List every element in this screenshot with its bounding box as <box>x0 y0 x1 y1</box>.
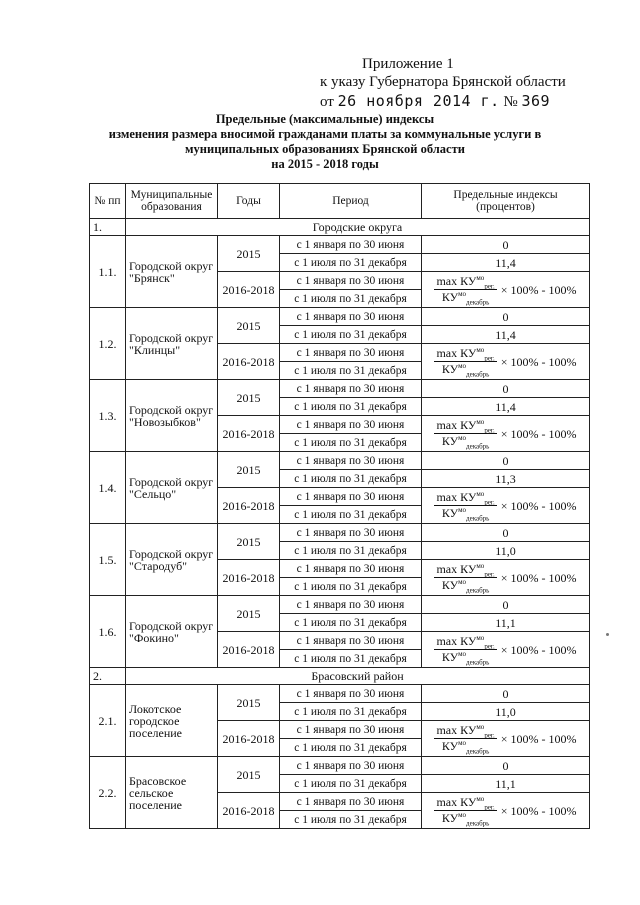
formula-tail: × 100% - 100% <box>500 803 577 818</box>
formula-den-sup: мо <box>458 290 467 298</box>
formula-den-sup: мо <box>458 362 467 370</box>
index-value: 0 <box>422 685 590 703</box>
formula-fraction <box>434 346 496 379</box>
index-formula <box>425 795 586 828</box>
period-cell: с 1 января по 30 июня <box>280 685 422 703</box>
municipality-name: Брасовское сельское поселение <box>126 757 218 829</box>
table-row <box>90 596 590 614</box>
formula-sup: мо <box>476 723 485 731</box>
formula-sub: рег. <box>484 731 495 740</box>
formula-den-sub: декабрь <box>466 586 490 595</box>
formula-den: КУ <box>441 290 459 304</box>
title-line: изменения размера вносимой гражданами платы за коммунальные услуги в <box>108 127 542 141</box>
index-value: 11,1 <box>422 775 590 793</box>
formula-fraction <box>434 634 496 667</box>
row-number: 1.5. <box>90 524 126 596</box>
period-cell: с 1 июля по 31 декабря <box>280 614 422 632</box>
formula-denominator <box>441 290 490 307</box>
year-range: 2016-2018 <box>218 488 280 524</box>
table-row <box>90 380 590 398</box>
formula-denominator <box>441 506 490 523</box>
period-cell: с 1 января по 30 июня <box>280 380 422 398</box>
formula-den-sup: мо <box>458 506 467 514</box>
formula-den-sub: декабрь <box>466 658 490 667</box>
section-title: Городские округа <box>126 219 590 236</box>
formula-den-sup: мо <box>458 739 467 747</box>
index-formula <box>425 723 586 756</box>
index-value: 11,4 <box>422 398 590 416</box>
formula-fraction <box>434 418 496 451</box>
formula-fraction <box>434 274 496 307</box>
index-value: 11,0 <box>422 703 590 721</box>
period-cell: с 1 июля по 31 декабря <box>280 775 422 793</box>
index-value: 11,0 <box>422 542 590 560</box>
period-cell: с 1 января по 30 июня <box>280 488 422 506</box>
index-value: 11,1 <box>422 614 590 632</box>
formula-den: КУ <box>441 362 459 376</box>
index-value: 0 <box>422 308 590 326</box>
year-2015: 2015 <box>218 236 280 272</box>
period-cell: с 1 января по 30 июня <box>280 344 422 362</box>
index-formula-cell <box>422 793 590 829</box>
scan-speck <box>606 633 609 636</box>
period-cell: с 1 января по 30 июня <box>280 560 422 578</box>
year-range: 2016-2018 <box>218 416 280 452</box>
index-value: 0 <box>422 596 590 614</box>
formula-denominator <box>441 362 490 379</box>
period-cell: с 1 июля по 31 декабря <box>280 650 422 668</box>
index-formula <box>425 634 586 667</box>
year-2015: 2015 <box>218 596 280 632</box>
municipality-name: Городской округ "Новозыбков" <box>126 380 218 452</box>
row-number: 1.6. <box>90 596 126 668</box>
formula-tail: × 100% - 100% <box>500 282 577 297</box>
formula-den-sup: мо <box>458 811 467 819</box>
formula-fraction <box>434 490 496 523</box>
formula-sub: рег. <box>484 282 495 291</box>
formula-sup: мо <box>476 795 485 803</box>
index-formula-cell <box>422 416 590 452</box>
appendix-label: Приложение 1 <box>362 56 454 72</box>
decree-reference: к указу Губернатора Брянской области <box>320 74 566 90</box>
row-number: 1.2. <box>90 308 126 380</box>
date-prefix: от <box>320 94 334 110</box>
index-value: 0 <box>422 524 590 542</box>
period-cell: с 1 июля по 31 декабря <box>280 254 422 272</box>
formula-numerator <box>434 635 496 650</box>
formula-denominator <box>441 434 490 451</box>
index-formula <box>425 418 586 451</box>
year-2015: 2015 <box>218 380 280 416</box>
formula-max: max КУ <box>436 418 477 432</box>
formula-fraction <box>434 562 496 595</box>
period-cell: с 1 июля по 31 декабря <box>280 470 422 488</box>
index-formula-cell <box>422 272 590 308</box>
municipality-name: Городской округ "Стародуб" <box>126 524 218 596</box>
period-cell: с 1 июля по 31 декабря <box>280 506 422 524</box>
formula-sup: мо <box>476 418 485 426</box>
period-cell: с 1 июля по 31 декабря <box>280 578 422 596</box>
formula-den-sub: декабрь <box>466 298 490 307</box>
table-row <box>90 524 590 542</box>
header-municipality: Муниципальные образования <box>126 184 218 219</box>
formula-fraction <box>434 795 496 828</box>
decree-number: 369 <box>521 92 551 110</box>
formula-numerator <box>434 347 496 362</box>
formula-denominator <box>441 739 490 756</box>
year-range: 2016-2018 <box>218 344 280 380</box>
section-number: 1. <box>90 219 126 236</box>
formula-den-sub: декабрь <box>466 819 490 828</box>
formula-numerator <box>434 796 496 811</box>
index-value: 0 <box>422 380 590 398</box>
title-line: муниципальных образованиях Брянской области <box>185 142 465 156</box>
header-num: № пп <box>90 184 126 219</box>
formula-den-sub: декабрь <box>466 747 490 756</box>
indices-table <box>89 183 590 829</box>
period-cell: с 1 июля по 31 декабря <box>280 703 422 721</box>
index-value: 0 <box>422 452 590 470</box>
formula-den-sub: декабрь <box>466 370 490 379</box>
formula-tail: × 100% - 100% <box>500 426 577 441</box>
decree-date-line <box>320 92 550 111</box>
section-row <box>90 219 590 236</box>
formula-max: max КУ <box>436 490 477 504</box>
index-formula <box>425 274 586 307</box>
index-formula-cell <box>422 560 590 596</box>
formula-sub: рег. <box>484 498 495 507</box>
formula-sub: рег. <box>484 642 495 651</box>
formula-max: max КУ <box>436 634 477 648</box>
formula-den-sup: мо <box>458 578 467 586</box>
period-cell: с 1 июля по 31 декабря <box>280 739 422 757</box>
period-cell: с 1 января по 30 июня <box>280 524 422 542</box>
formula-max: max КУ <box>436 723 477 737</box>
period-cell: с 1 июля по 31 декабря <box>280 362 422 380</box>
index-value: 11,3 <box>422 470 590 488</box>
index-formula-cell <box>422 344 590 380</box>
period-cell: с 1 июля по 31 декабря <box>280 290 422 308</box>
row-number: 2.2. <box>90 757 126 829</box>
formula-numerator <box>434 491 496 506</box>
formula-tail: × 100% - 100% <box>500 354 577 369</box>
year-2015: 2015 <box>218 524 280 560</box>
formula-sub: рег. <box>484 426 495 435</box>
title-line: на 2015 - 2018 годы <box>271 157 379 171</box>
index-formula-cell <box>422 488 590 524</box>
index-formula-cell <box>422 632 590 668</box>
year-range: 2016-2018 <box>218 721 280 757</box>
header-years: Годы <box>218 184 280 219</box>
municipality-name: Городской округ "Брянск" <box>126 236 218 308</box>
index-formula-cell <box>422 721 590 757</box>
period-cell: с 1 января по 30 июня <box>280 308 422 326</box>
table-body <box>90 219 590 829</box>
formula-den-sub: декабрь <box>466 514 490 523</box>
row-number: 1.1. <box>90 236 126 308</box>
formula-den: КУ <box>441 811 459 825</box>
year-2015: 2015 <box>218 452 280 488</box>
year-range: 2016-2018 <box>218 632 280 668</box>
row-number: 2.1. <box>90 685 126 757</box>
formula-fraction <box>434 723 496 756</box>
formula-numerator <box>434 563 496 578</box>
period-cell: с 1 июля по 31 декабря <box>280 434 422 452</box>
year-2015: 2015 <box>218 685 280 721</box>
formula-numerator <box>434 275 496 290</box>
row-number: 1.3. <box>90 380 126 452</box>
municipality-name: Локотское городское поселение <box>126 685 218 757</box>
formula-denominator <box>441 578 490 595</box>
index-value: 11,4 <box>422 254 590 272</box>
municipality-name: Городской округ "Сельцо" <box>126 452 218 524</box>
formula-den: КУ <box>441 434 459 448</box>
period-cell: с 1 января по 30 июня <box>280 757 422 775</box>
formula-max: max КУ <box>436 346 477 360</box>
index-formula <box>425 490 586 523</box>
formula-tail: × 100% - 100% <box>500 498 577 513</box>
period-cell: с 1 января по 30 июня <box>280 793 422 811</box>
number-prefix: № <box>503 94 518 110</box>
formula-den-sup: мо <box>458 650 467 658</box>
formula-sup: мо <box>476 274 485 282</box>
formula-denominator <box>441 811 490 828</box>
year-2015: 2015 <box>218 757 280 793</box>
formula-den-sub: декабрь <box>466 442 490 451</box>
table-row <box>90 308 590 326</box>
formula-tail: × 100% - 100% <box>500 731 577 746</box>
index-value: 0 <box>422 757 590 775</box>
row-number: 1.4. <box>90 452 126 524</box>
header-index: Предельные индексы (процентов) <box>422 184 590 219</box>
section-row <box>90 668 590 685</box>
year-2015: 2015 <box>218 308 280 344</box>
period-cell: с 1 января по 30 июня <box>280 632 422 650</box>
period-cell: с 1 января по 30 июня <box>280 416 422 434</box>
formula-max: max КУ <box>436 274 477 288</box>
index-value: 0 <box>422 236 590 254</box>
period-cell: с 1 июля по 31 декабря <box>280 326 422 344</box>
section-number: 2. <box>90 668 126 685</box>
period-cell: с 1 января по 30 июня <box>280 452 422 470</box>
year-range: 2016-2018 <box>218 272 280 308</box>
table-row <box>90 236 590 254</box>
formula-den: КУ <box>441 739 459 753</box>
table-row <box>90 757 590 775</box>
period-cell: с 1 июля по 31 декабря <box>280 542 422 560</box>
municipality-name: Городской округ "Клинцы" <box>126 308 218 380</box>
section-title: Брасовский район <box>126 668 590 685</box>
formula-sub: рег. <box>484 803 495 812</box>
formula-denominator <box>441 650 490 667</box>
table-row <box>90 452 590 470</box>
title-line: Предельные (максимальные) индексы <box>215 112 435 126</box>
formula-tail: × 100% - 100% <box>500 570 577 585</box>
formula-den: КУ <box>441 578 459 592</box>
formula-den: КУ <box>441 506 459 520</box>
formula-numerator <box>434 419 496 434</box>
municipality-name: Городской округ "Фокино" <box>126 596 218 668</box>
period-cell: с 1 января по 30 июня <box>280 236 422 254</box>
period-cell: с 1 июля по 31 декабря <box>280 811 422 829</box>
decree-date: 26 ноября 2014 г. <box>337 92 500 110</box>
formula-sub: рег. <box>484 354 495 363</box>
index-formula <box>425 346 586 379</box>
formula-sup: мо <box>476 490 485 498</box>
formula-den: КУ <box>441 650 459 664</box>
formula-sup: мо <box>476 634 485 642</box>
year-range: 2016-2018 <box>218 793 280 829</box>
formula-den-sup: мо <box>458 434 467 442</box>
formula-max: max КУ <box>436 562 477 576</box>
period-cell: с 1 января по 30 июня <box>280 596 422 614</box>
formula-numerator <box>434 724 496 739</box>
formula-sup: мо <box>476 346 485 354</box>
period-cell: с 1 июля по 31 декабря <box>280 398 422 416</box>
formula-max: max КУ <box>436 795 477 809</box>
table-row <box>90 685 590 703</box>
formula-sub: рег. <box>484 570 495 579</box>
formula-tail: × 100% - 100% <box>500 642 577 657</box>
period-cell: с 1 января по 30 июня <box>280 721 422 739</box>
header-period: Период <box>280 184 422 219</box>
document-title <box>90 112 560 172</box>
formula-sup: мо <box>476 562 485 570</box>
period-cell: с 1 января по 30 июня <box>280 272 422 290</box>
index-value: 11,4 <box>422 326 590 344</box>
index-formula <box>425 562 586 595</box>
year-range: 2016-2018 <box>218 560 280 596</box>
